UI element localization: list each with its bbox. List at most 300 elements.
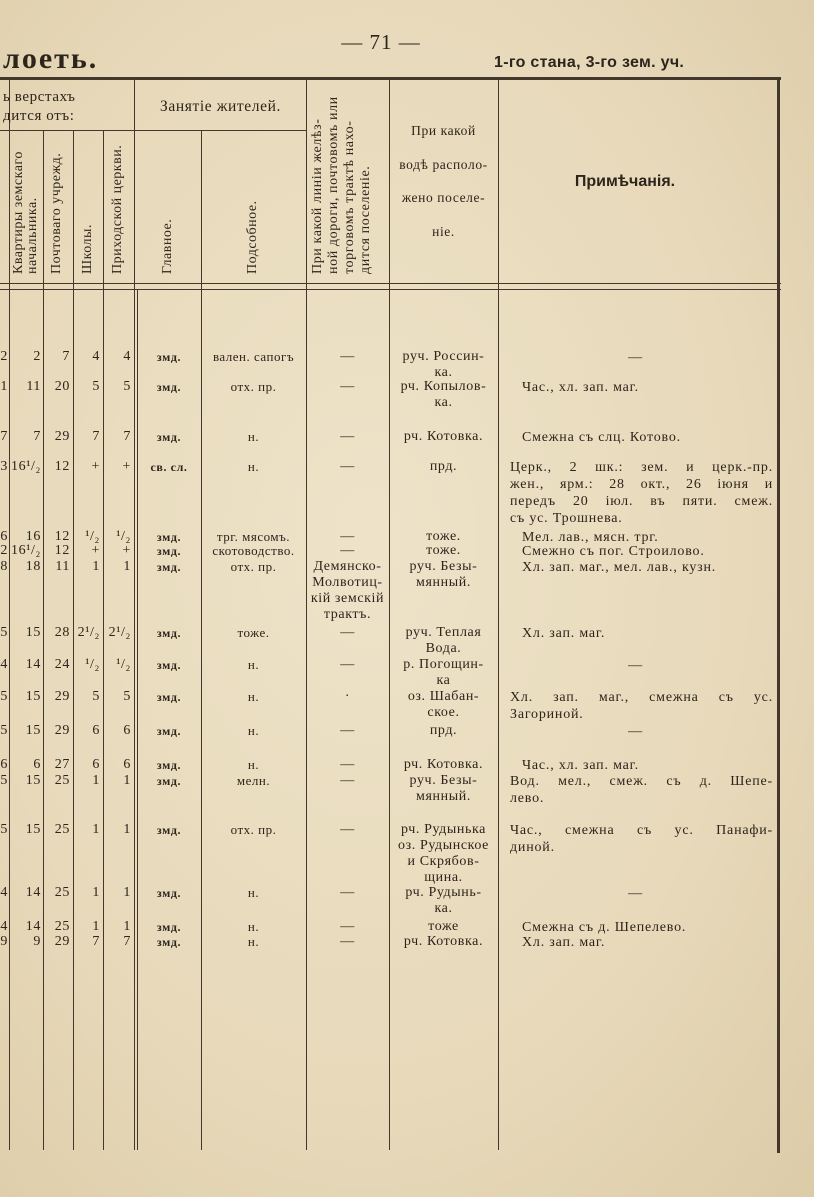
water-line: ка.	[434, 901, 453, 916]
edge-fragment	[0, 625, 9, 641]
occupation-main-line: змд.	[156, 560, 182, 574]
edge-fragment	[0, 379, 9, 395]
distance-post-cell	[43, 757, 73, 773]
edge-fragment	[0, 822, 9, 838]
post-column-header	[50, 135, 64, 274]
distance-church-line: ¹/₂	[116, 657, 131, 672]
distance-church-cell	[103, 934, 134, 950]
distance-zemsky-cell	[9, 689, 43, 705]
road-line: —	[340, 757, 355, 772]
zemsky-header-line: Квартиры земскаго	[11, 151, 26, 274]
occupation-main-cell	[137, 543, 201, 559]
water-line: рч. Копылов-	[400, 379, 487, 394]
column-rule	[137, 290, 138, 1150]
distance-church-line: 1	[123, 822, 131, 837]
water-line: тоже.	[426, 529, 461, 544]
notes-line: Час., смежна съ ус. Панафи-	[510, 823, 773, 838]
column-rule	[9, 80, 10, 1150]
distance-zemsky-cell	[9, 723, 43, 739]
distance-church-cell	[103, 657, 134, 673]
distance-school-cell	[73, 349, 103, 365]
header-bottom-rule	[0, 283, 781, 284]
distance-church-cell	[103, 689, 134, 705]
distance-church-cell	[103, 723, 134, 739]
road-cell	[306, 657, 389, 673]
edge-fragment	[0, 689, 9, 705]
zemsky-header-line: начальника.	[25, 197, 40, 274]
table-row	[0, 349, 781, 380]
table-row	[0, 934, 781, 950]
notes-line: диной.	[510, 840, 555, 855]
edge-fragment-line: 1	[0, 379, 8, 394]
distance-post-line: 11	[55, 559, 70, 574]
occupation-aux-cell	[201, 919, 306, 935]
distance-school-line: 1	[92, 559, 100, 574]
occupation-aux-cell	[201, 822, 306, 838]
occupation-aux-line: н.	[247, 757, 260, 772]
table-row	[0, 885, 781, 916]
distance-church-line: 2¹/₂	[108, 625, 131, 640]
water-cell	[389, 773, 498, 805]
notes-cell	[498, 349, 777, 366]
occupation-aux-cell	[201, 934, 306, 950]
road-cell	[306, 543, 389, 559]
distance-zemsky-cell	[9, 773, 43, 789]
road-line: Демянско-	[313, 559, 382, 574]
water-line: рч. Рудынь-	[405, 885, 482, 900]
edge-fragment-line: 5	[0, 689, 8, 704]
water-cell	[389, 822, 498, 886]
distance-church-cell	[103, 459, 134, 475]
notes-line: лево.	[510, 791, 545, 806]
occupation-aux-line: тоже.	[237, 625, 270, 640]
road-cell	[306, 349, 389, 365]
distance-post-cell	[43, 822, 73, 838]
distance-post-line: 29	[54, 723, 70, 738]
water-line: руч. Теплая	[405, 625, 482, 640]
road-header-line: При какой линіи желѣз-	[310, 118, 325, 274]
distance-group-header	[3, 88, 75, 126]
occupation-aux-line: отх. пр.	[230, 559, 277, 574]
occupation-aux-cell	[201, 429, 306, 445]
distance-zemsky-line: 15	[25, 625, 41, 640]
occupation-aux-line: н.	[247, 459, 260, 474]
road-cell	[306, 885, 389, 901]
occupation-main-line: змд.	[156, 380, 182, 394]
notes-line: жен., ярм.: 28 окт., 26 іюня и	[510, 477, 773, 492]
distance-church-cell	[103, 919, 134, 935]
notes-cell	[498, 429, 777, 446]
distance-group-line: ь верстахъ	[3, 89, 76, 105]
occupation-main-line: змд.	[156, 430, 182, 444]
road-column-header	[310, 85, 376, 274]
occupation-aux-line: н.	[247, 934, 260, 949]
road-line: —	[340, 459, 355, 474]
running-title-left: лоеть.	[3, 42, 99, 75]
distance-school-line: 4	[92, 349, 100, 364]
water-cell	[389, 379, 498, 411]
distance-post-cell	[43, 773, 73, 789]
distance-zemsky-cell	[9, 429, 43, 445]
table-row	[0, 822, 781, 885]
distance-zemsky-line: 16	[25, 529, 41, 544]
occupation-main-line: св. сл.	[150, 460, 188, 474]
edge-fragment-line: 9	[0, 934, 8, 949]
occupation-aux-line: трг. мясомъ.	[216, 529, 291, 544]
distance-post-line: 29	[54, 934, 70, 949]
distance-church-line: 7	[123, 934, 131, 949]
water-header-line: ніе.	[432, 223, 455, 239]
occupation-aux-cell	[201, 543, 306, 559]
notes-line: —	[628, 724, 643, 739]
distance-zemsky-line: 16¹/₂	[11, 459, 41, 474]
occupation-aux-line: отх. пр.	[230, 379, 277, 394]
notes-cell	[498, 773, 777, 807]
church-column-header	[111, 135, 125, 274]
occupation-main-cell	[137, 757, 201, 773]
water-line: р. Погощин-	[403, 657, 484, 672]
road-line: —	[340, 379, 355, 394]
table-row	[0, 657, 781, 688]
distance-zemsky-cell	[9, 543, 43, 559]
occupation-aux-cell	[201, 625, 306, 641]
notes-line: Смежна съ д. Шепелево.	[522, 920, 687, 935]
water-line: тоже	[428, 919, 459, 934]
edge-fragment	[0, 459, 9, 475]
right-border-rule	[777, 77, 780, 1153]
running-title-right: 1-го стана, 3-го зем. уч.	[494, 54, 685, 71]
distance-school-line: 1	[92, 919, 100, 934]
post-header-line: Почтоваго учрежд.	[49, 152, 64, 274]
distance-school-line: 5	[92, 379, 100, 394]
water-line: рч. Котовка.	[403, 757, 484, 772]
notes-line: —	[628, 350, 643, 365]
road-line: —	[340, 773, 355, 788]
occupation-aux-line: скотоводство.	[212, 543, 295, 558]
road-cell	[306, 822, 389, 838]
distance-post-line: 12	[54, 529, 70, 544]
distance-post-line: 28	[54, 625, 70, 640]
road-cell	[306, 757, 389, 773]
occupation-aux-cell	[201, 559, 306, 575]
notes-cell	[498, 757, 777, 774]
distance-church-cell	[103, 625, 134, 641]
school-column-header	[81, 135, 95, 274]
water-header-line: жено поселе-	[401, 190, 486, 205]
occupation-main-cell	[137, 459, 201, 475]
top-rule	[0, 77, 781, 80]
distance-school-cell	[73, 723, 103, 739]
occupation-aux-line: н.	[247, 657, 260, 672]
edge-fragment	[0, 657, 9, 673]
water-line: оз. Шабан-	[407, 689, 480, 704]
notes-cell	[498, 689, 777, 723]
edge-fragment-line: 6	[0, 757, 8, 772]
distance-post-line: 25	[54, 822, 70, 837]
road-line: кій земскій	[310, 591, 385, 606]
water-cell	[389, 934, 498, 950]
distance-post-cell	[43, 885, 73, 901]
road-cell	[306, 773, 389, 789]
distance-post-line: 27	[54, 757, 70, 772]
notes-line: съ ус. Трошнева.	[510, 511, 623, 526]
road-cell	[306, 625, 389, 641]
distance-church-line: 6	[123, 723, 131, 738]
water-line: Вода.	[425, 641, 462, 656]
road-cell	[306, 689, 389, 705]
road-cell	[306, 459, 389, 475]
water-line: руч. Безы-	[409, 559, 478, 574]
main-occupation-header-line: Главное.	[160, 218, 175, 274]
distance-post-line: 29	[54, 429, 70, 444]
notes-cell	[498, 885, 777, 902]
water-line: рч. Рудынька	[400, 822, 486, 837]
road-line: Молвотиц-	[312, 575, 383, 590]
water-header-line: При какой	[411, 123, 476, 138]
edge-fragment	[0, 773, 9, 789]
road-line: —	[340, 543, 355, 558]
occupation-main-line: змд.	[156, 758, 182, 772]
distance-post-line: 25	[54, 885, 70, 900]
road-cell	[306, 379, 389, 395]
distance-church-cell	[103, 379, 134, 395]
water-line: рч. Котовка.	[403, 934, 484, 949]
notes-cell	[498, 723, 777, 740]
water-line: и Скрябов-	[407, 854, 480, 869]
occupation-main-cell	[137, 625, 201, 641]
road-cell	[306, 429, 389, 445]
road-cell	[306, 559, 389, 623]
distance-zemsky-cell	[9, 919, 43, 935]
occupation-aux-cell	[201, 379, 306, 395]
edge-fragment	[0, 543, 9, 559]
occupation-main-cell	[137, 559, 201, 575]
notes-cell	[498, 822, 777, 856]
distance-zemsky-line: 15	[25, 689, 41, 704]
edge-fragment-line: 2	[0, 349, 8, 364]
notes-line: Загориной.	[510, 707, 584, 722]
edge-fragment-line: 7	[0, 429, 8, 444]
occupation-main-cell	[137, 934, 201, 950]
water-cell	[389, 625, 498, 657]
column-rule	[134, 80, 135, 1150]
occupation-main-cell	[137, 723, 201, 739]
distance-zemsky-line: 15	[25, 822, 41, 837]
occupation-main-cell	[137, 429, 201, 445]
distance-school-line: 7	[92, 429, 100, 444]
edge-fragment-line: 5	[0, 723, 8, 738]
water-header-line: водѣ располо-	[399, 156, 488, 172]
distance-group-line: дится отъ:	[3, 108, 75, 124]
notes-line: Церк., 2 шк.: зем. и церк.-пр.	[510, 460, 773, 475]
edge-fragment-line: 4	[0, 885, 8, 900]
occupation-main-cell	[137, 349, 201, 365]
distance-post-line: 7	[62, 349, 70, 364]
distance-school-line: ¹/₂	[85, 529, 100, 544]
road-line: —	[340, 934, 355, 949]
distance-school-cell	[73, 625, 103, 641]
distance-church-line: ¹/₂	[116, 529, 131, 544]
occupation-main-line: змд.	[156, 626, 182, 640]
distance-zemsky-line: 14	[25, 657, 41, 672]
distance-post-line: 25	[54, 773, 70, 788]
occupation-main-line: змд.	[156, 823, 182, 837]
distance-zemsky-line: 14	[25, 919, 41, 934]
distance-school-cell	[73, 657, 103, 673]
notes-line: Хл. зап. маг.	[522, 935, 606, 950]
distance-church-line: 5	[123, 379, 131, 394]
occupation-aux-cell	[201, 885, 306, 901]
edge-fragment	[0, 723, 9, 739]
table-row	[0, 459, 781, 526]
table-row	[0, 689, 781, 722]
water-line: рч. Котовка.	[403, 429, 484, 444]
water-line: ское.	[427, 705, 460, 720]
distance-school-cell	[73, 459, 103, 475]
edge-fragment	[0, 885, 9, 901]
notes-line: Смежно съ пог. Строилово.	[522, 544, 705, 559]
edge-fragment-line: 5	[0, 822, 8, 837]
occupation-aux-cell	[201, 657, 306, 673]
water-cell	[389, 349, 498, 381]
water-cell	[389, 723, 498, 739]
distance-church-line: 4	[123, 349, 131, 364]
road-line: —	[340, 723, 355, 738]
occupation-aux-line: н.	[247, 689, 260, 704]
distance-zemsky-line: 7	[33, 429, 41, 444]
distance-zemsky-cell	[9, 559, 43, 575]
distance-school-line: 1	[92, 885, 100, 900]
distance-zemsky-line: 14	[25, 885, 41, 900]
table-row	[0, 625, 781, 656]
distance-zemsky-cell	[9, 459, 43, 475]
notes-line: Хл. зап. маг., мел. лав., кузн.	[522, 560, 717, 575]
distance-zemsky-line: 16¹/₂	[11, 543, 41, 558]
distance-zemsky-line: 9	[33, 934, 41, 949]
water-cell	[389, 543, 498, 559]
notes-line: —	[628, 886, 643, 901]
distance-school-line: 7	[92, 934, 100, 949]
notes-cell	[498, 543, 777, 560]
road-line: —	[340, 429, 355, 444]
notes-cell	[498, 379, 777, 396]
distance-church-line: 1	[123, 773, 131, 788]
notes-line: Вод. мел., смеж. съ д. Шепе-	[510, 774, 773, 789]
header-subrule	[0, 130, 306, 131]
edge-fragment-line: 4	[0, 657, 8, 672]
water-cell	[389, 919, 498, 935]
distance-post-line: 12	[54, 459, 70, 474]
distance-zemsky-cell	[9, 657, 43, 673]
road-line: —	[340, 625, 355, 640]
water-line: ка.	[434, 365, 453, 380]
distance-zemsky-cell	[9, 934, 43, 950]
road-line: —	[340, 822, 355, 837]
occupation-main-line: змд.	[156, 886, 182, 900]
distance-church-line: 6	[123, 757, 131, 772]
distance-school-line: ¹/₂	[85, 657, 100, 672]
table-row	[0, 379, 781, 410]
distance-school-line: +	[91, 459, 100, 474]
road-cell	[306, 723, 389, 739]
distance-post-cell	[43, 689, 73, 705]
distance-school-cell	[73, 934, 103, 950]
main-occupation-header	[161, 135, 175, 274]
occupation-aux-cell	[201, 723, 306, 739]
notes-line: Хл. зап. маг.	[522, 626, 606, 641]
road-cell	[306, 934, 389, 950]
water-line: ка	[436, 673, 451, 688]
notes-column-header: Примѣчанія.	[574, 173, 676, 190]
occupation-main-cell	[137, 657, 201, 673]
occupation-main-cell	[137, 885, 201, 901]
occupation-aux-cell	[201, 689, 306, 705]
distance-zemsky-cell	[9, 349, 43, 365]
distance-zemsky-cell	[9, 379, 43, 395]
distance-post-cell	[43, 625, 73, 641]
water-line: мянный.	[416, 575, 471, 590]
notes-cell	[498, 657, 777, 674]
zemsky-column-header	[12, 135, 40, 274]
table-row	[0, 543, 781, 559]
distance-church-line: 7	[123, 429, 131, 444]
distance-school-line: 6	[92, 757, 100, 772]
road-header-line: дится поселеніе.	[358, 165, 373, 274]
distance-zemsky-cell	[9, 885, 43, 901]
water-line: мянный.	[416, 789, 471, 804]
occupation-group-header: Занятіе жителей.	[160, 98, 281, 115]
notes-cell	[498, 625, 777, 642]
edge-fragment-line: 5	[0, 773, 8, 788]
distance-school-cell	[73, 379, 103, 395]
occupation-aux-line: н.	[247, 429, 260, 444]
distance-post-cell	[43, 459, 73, 475]
distance-church-cell	[103, 559, 134, 575]
distance-church-line: +	[122, 543, 131, 558]
table-row	[0, 773, 781, 806]
edge-fragment-line: 8	[0, 559, 8, 574]
distance-church-cell	[103, 822, 134, 838]
edge-fragment-line: 4	[0, 919, 8, 934]
notes-line: Час., хл. зап. маг.	[522, 380, 639, 395]
distance-school-cell	[73, 429, 103, 445]
occupation-main-line: змд.	[156, 774, 182, 788]
table-row	[0, 919, 781, 935]
water-column-header	[389, 114, 498, 248]
occupation-aux-line: вален. сапогъ	[212, 349, 295, 364]
notes-line: передъ 20 іюл. въ пяти. смеж.	[510, 494, 773, 509]
distance-school-cell	[73, 919, 103, 935]
occupation-aux-cell	[201, 459, 306, 475]
edge-fragment-line: 3	[0, 459, 8, 474]
occupation-main-line: змд.	[156, 530, 182, 544]
table-row	[0, 429, 781, 445]
occupation-main-cell	[137, 822, 201, 838]
water-line: руч. Россин-	[402, 349, 485, 364]
edge-fragment-line: 5	[0, 625, 8, 640]
distance-church-line: +	[122, 459, 131, 474]
occupation-aux-line: н.	[247, 919, 260, 934]
water-cell	[389, 885, 498, 917]
occupation-aux-line: мелн.	[236, 773, 271, 788]
notes-line: Смежна съ слц. Котово.	[522, 430, 681, 445]
distance-church-line: 5	[123, 689, 131, 704]
edge-fragment	[0, 757, 9, 773]
distance-school-line: 2¹/₂	[77, 625, 100, 640]
distance-post-line: 12	[54, 543, 70, 558]
distance-post-cell	[43, 934, 73, 950]
distance-zemsky-line: 15	[25, 773, 41, 788]
